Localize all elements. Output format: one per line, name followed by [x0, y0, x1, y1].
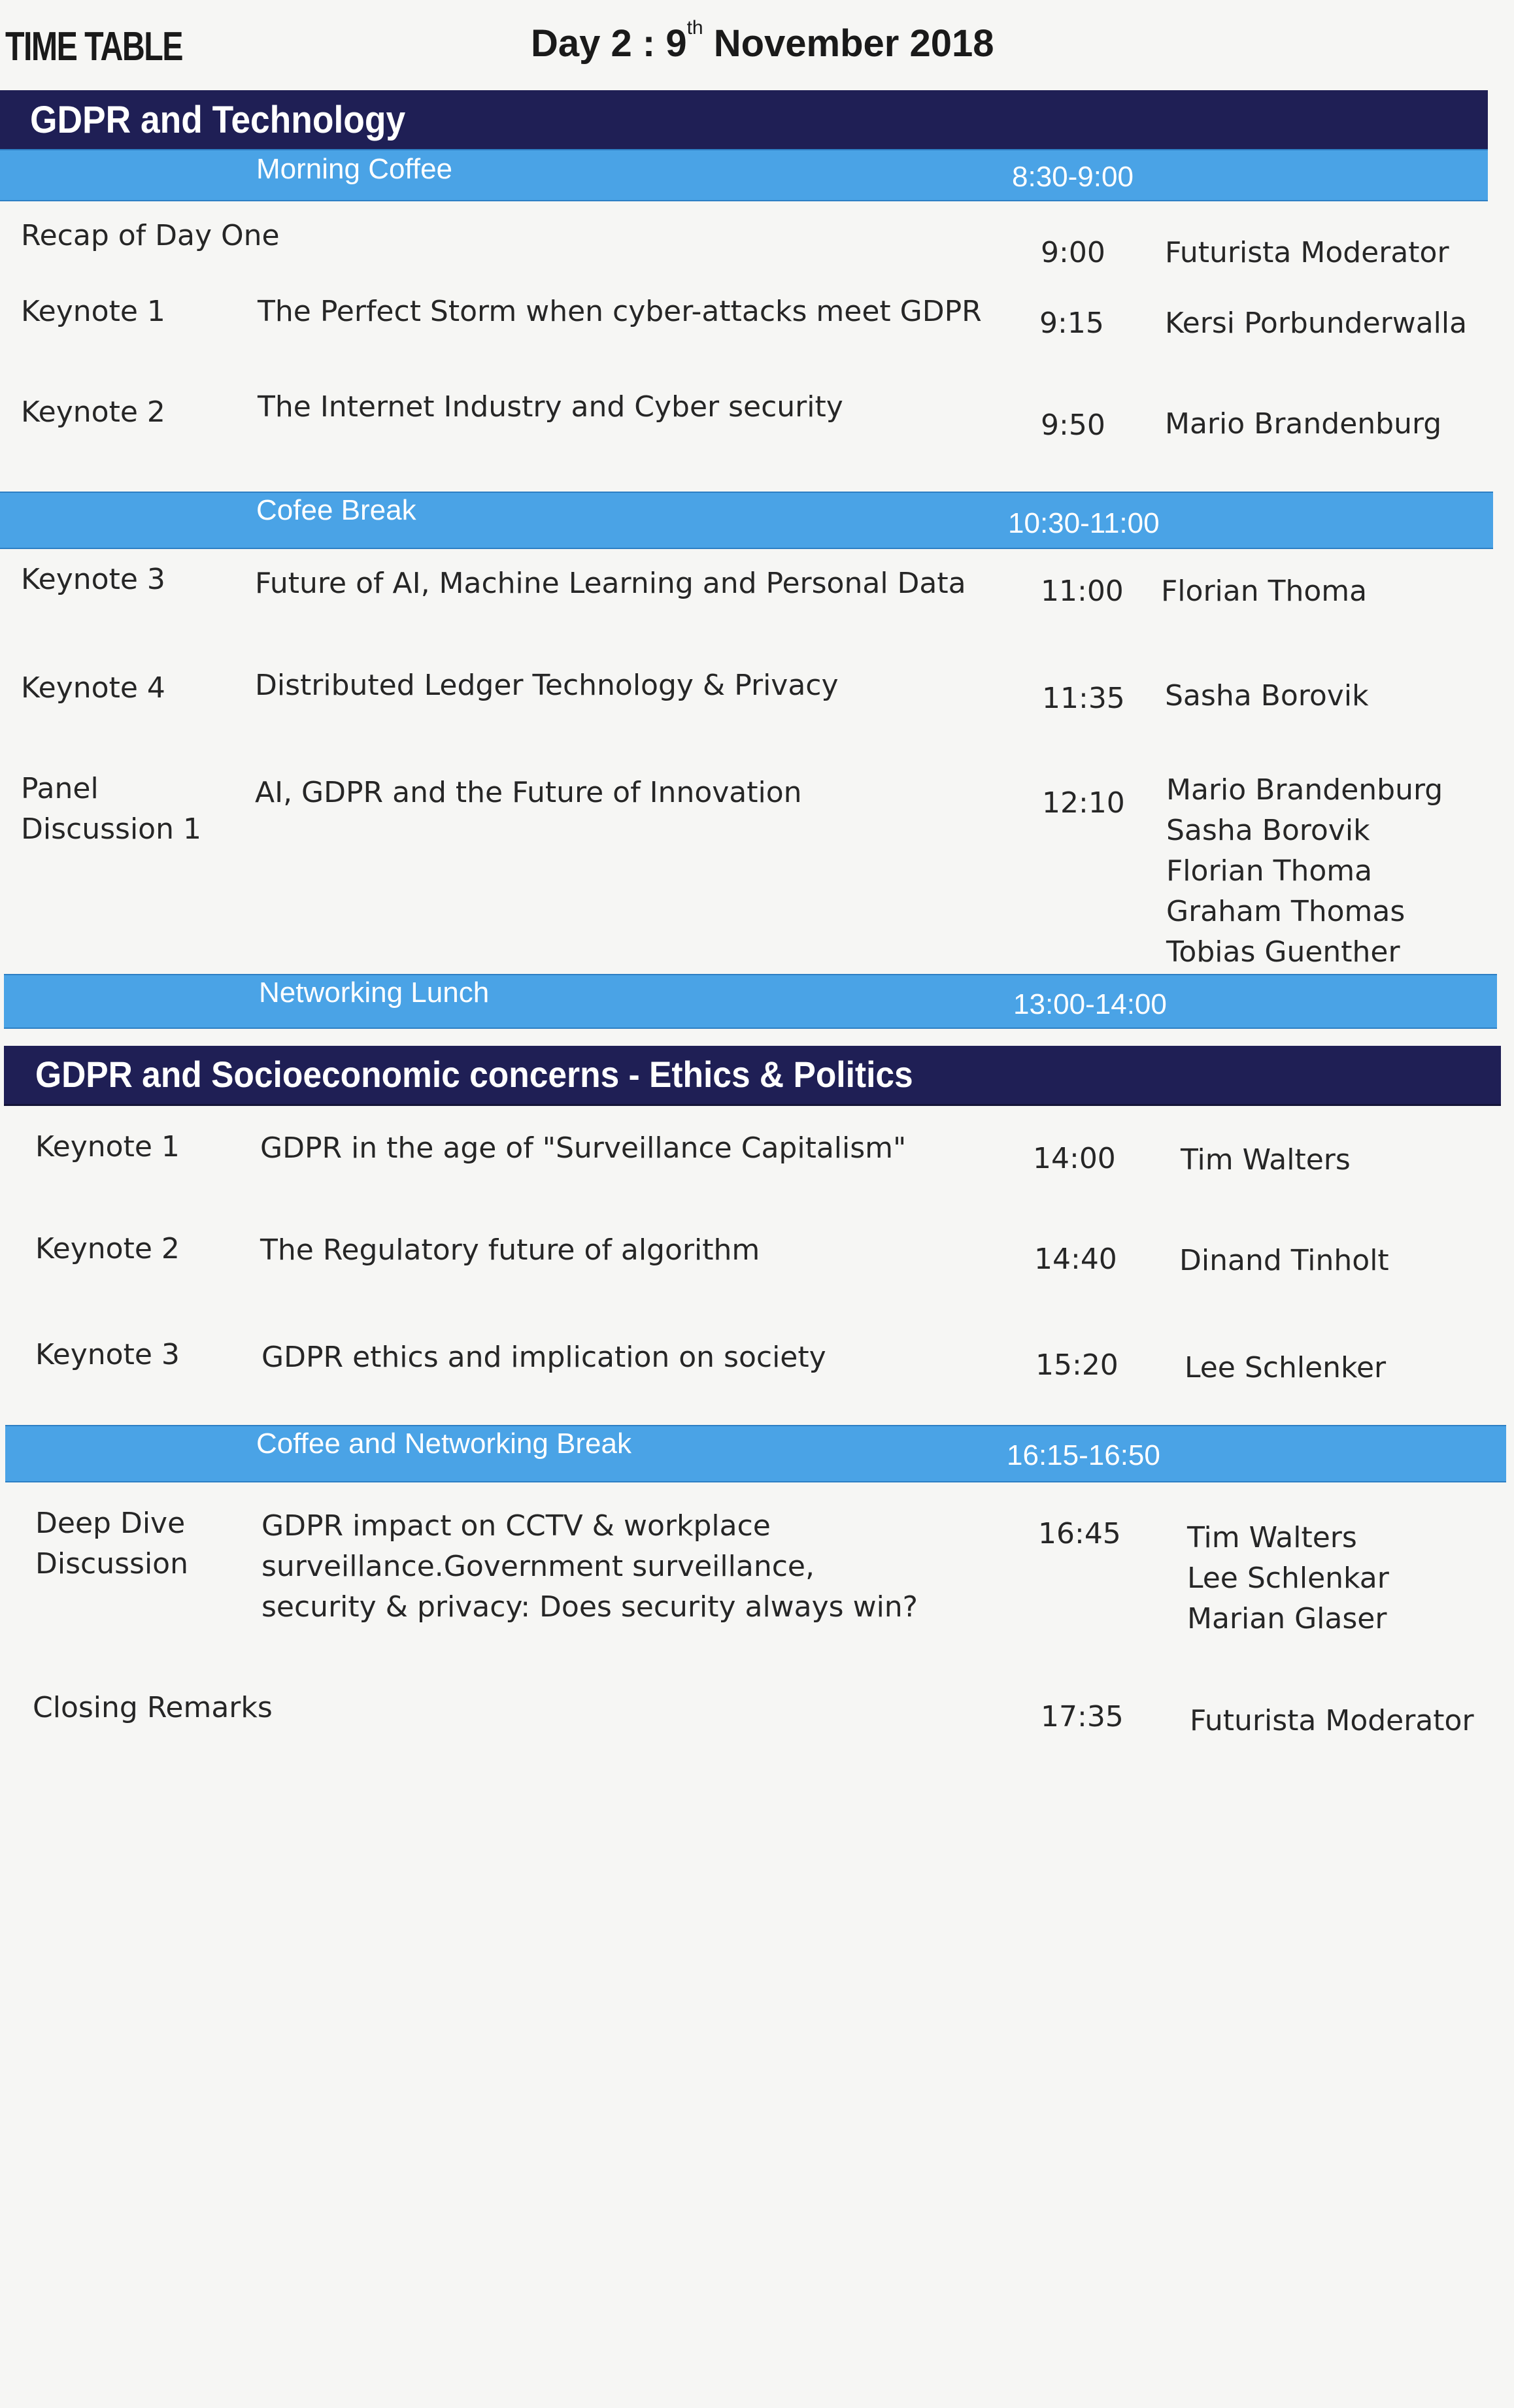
- session-speakers: [1165, 233, 1449, 273]
- day-month-year: November 2018: [703, 22, 994, 65]
- session-speakers: [1165, 676, 1369, 716]
- session-time: 11:00: [1041, 575, 1124, 608]
- session-speakers: [1190, 1701, 1474, 1741]
- session-time: 12:10: [1042, 786, 1125, 820]
- speaker-name: Marian Glaser: [1187, 1602, 1387, 1635]
- session-type: Closing Remarks: [33, 1691, 273, 1724]
- session-title: GDPR in the age of "Surveillance Capitalism": [260, 1131, 907, 1165]
- speaker-name: Mario Brandenburg: [1165, 407, 1442, 441]
- speaker-name: Futurista Moderator: [1190, 1704, 1474, 1737]
- break-label: Networking Lunch: [259, 977, 490, 1009]
- session-title: AI, GDPR and the Future of Innovation: [255, 776, 802, 809]
- session-time: 14:00: [1033, 1142, 1116, 1175]
- break-time: 16:15-16:50: [1007, 1439, 1160, 1471]
- session-title: Future of AI, Machine Learning and Personal Data: [255, 567, 966, 600]
- session-title: GDPR ethics and implication on society: [261, 1341, 826, 1374]
- session-speakers: [1161, 571, 1367, 612]
- session-speakers: [1181, 1140, 1351, 1180]
- session-type: Panel Discussion 1: [21, 772, 201, 846]
- break-time: 10:30-11:00: [1008, 507, 1160, 539]
- speaker-name: Mario Brandenburg: [1166, 773, 1443, 807]
- speaker-name: Florian Thoma: [1161, 575, 1368, 608]
- break-bar-coffee-networking: [5, 1425, 1506, 1482]
- section-title: GDPR and Socioeconomic concerns - Ethics & Politics: [35, 1054, 913, 1095]
- session-time: 14:40: [1034, 1243, 1117, 1276]
- speaker-name: Tim Walters: [1187, 1521, 1357, 1554]
- session-title: The Regulatory future of algorithm: [260, 1233, 760, 1267]
- session-title: The Internet Industry and Cyber security: [258, 390, 843, 424]
- session-type: Keynote 2: [21, 395, 165, 429]
- speaker-name: Dinand Tinholt: [1179, 1244, 1389, 1277]
- session-time: 17:35: [1041, 1700, 1124, 1733]
- speaker-name: Sasha Borovik: [1165, 679, 1369, 712]
- session-type: Keynote 2: [35, 1232, 180, 1265]
- speaker-name: Futurista Moderator: [1165, 236, 1449, 269]
- speaker-name: Sasha Borovik: [1166, 814, 1370, 847]
- break-label: Morning Coffee: [256, 153, 453, 185]
- session-speakers: [1185, 1348, 1386, 1388]
- session-type: Keynote 4: [21, 671, 165, 705]
- break-label: Coffee and Networking Break: [256, 1428, 631, 1460]
- day-suffix-sup: th: [686, 17, 703, 39]
- session-title: The Perfect Storm when cyber-attacks meet GDPR: [258, 295, 982, 328]
- day-date-heading: [531, 17, 994, 65]
- session-speakers: [1187, 1518, 1389, 1639]
- section-title: GDPR and Technology: [30, 99, 406, 141]
- break-bar-networking-lunch: [4, 974, 1497, 1029]
- session-type: Keynote 3: [35, 1338, 180, 1371]
- session-title: GDPR impact on CCTV & workplace surveillance.Government surveillance, security & privacy: Does security always win?: [261, 1509, 918, 1624]
- speaker-name: Tobias Guenther: [1166, 935, 1400, 969]
- session-type: Recap of Day One: [21, 219, 280, 252]
- session-time: 9:50: [1041, 409, 1105, 442]
- speaker-name: Lee Schlenkar: [1187, 1562, 1389, 1595]
- speaker-name: Kersi Porbunderwalla: [1165, 307, 1468, 340]
- session-speakers: [1165, 303, 1467, 344]
- section-header-socioeconomic: [4, 1046, 1501, 1106]
- session-type: Keynote 3: [21, 563, 165, 596]
- break-time: 13:00-14:00: [1013, 988, 1167, 1020]
- break-bar-morning-coffee: [0, 149, 1488, 201]
- session-time: 15:20: [1035, 1348, 1119, 1382]
- session-time: 9:15: [1039, 307, 1104, 340]
- break-label: Cofee Break: [256, 494, 416, 526]
- session-time: 9:00: [1041, 236, 1105, 269]
- speaker-name: Graham Thomas: [1166, 895, 1405, 928]
- speaker-name: Tim Walters: [1181, 1143, 1351, 1177]
- break-bar-coffee-break: [0, 492, 1493, 549]
- session-type: Keynote 1: [21, 295, 165, 328]
- session-type: Deep Dive Discussion: [35, 1507, 188, 1580]
- session-title: Distributed Ledger Technology & Privacy: [255, 669, 839, 702]
- session-speakers: [1165, 404, 1441, 444]
- day-prefix: Day 2 : 9: [531, 22, 687, 65]
- break-time: 8:30-9:00: [1012, 161, 1134, 193]
- page-title: TIME TABLE: [5, 24, 182, 69]
- session-speakers: [1166, 770, 1443, 973]
- section-header-technology: [0, 90, 1488, 152]
- speaker-name: Florian Thoma: [1166, 854, 1373, 888]
- speaker-name: Lee Schlenker: [1185, 1351, 1387, 1384]
- session-type: Keynote 1: [35, 1130, 180, 1163]
- session-speakers: [1179, 1241, 1389, 1281]
- session-time: 16:45: [1038, 1517, 1121, 1550]
- session-time: 11:35: [1042, 682, 1125, 715]
